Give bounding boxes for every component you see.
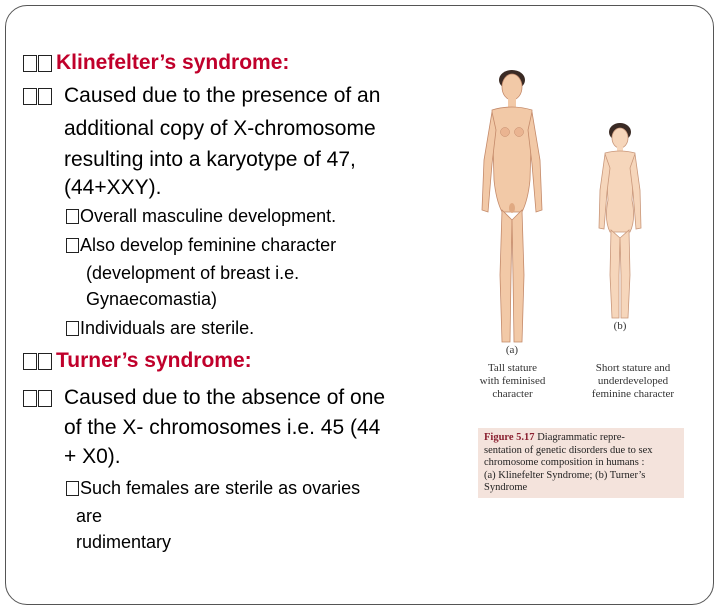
klinefelter-heading: Klinefelter’s syndrome:	[56, 51, 290, 74]
bullet-box-icon	[38, 353, 52, 370]
figure-caption-box: Figure 5.17 Diagrammatic repre- sentation of genetic disorders due to sex chromosome composition in humans : (a) Klinefelter Syndrome; (b) Turner’s Syndrome	[478, 428, 684, 498]
label-a: (a)	[505, 344, 519, 356]
klinefelter-cause-line: additional copy of X-chromosome	[64, 117, 376, 140]
klinefelter-sub-item: Individuals are sterile.	[80, 318, 255, 338]
figure-label: Figure 5.17	[484, 432, 535, 443]
turner-sub-item: are	[76, 506, 103, 526]
bullet-box-icon	[23, 55, 37, 72]
klinefelter-figure	[482, 70, 542, 342]
body-figures-illustration	[470, 60, 710, 360]
label-b: (b)	[613, 320, 627, 332]
bullet-box-icon	[23, 390, 37, 407]
sub-bullet-box-icon	[66, 321, 79, 336]
klinefelter-cause-line: Caused due to the presence of an	[64, 84, 381, 107]
klinefelter-sub-item: Overall masculine development.	[80, 206, 337, 226]
turner-cause-line: Caused due to the absence of one	[64, 386, 386, 409]
turner-heading: Turner’s syndrome:	[56, 349, 252, 372]
turner-sub-item: Such females are sterile as ovaries	[80, 478, 361, 498]
turner-cause-line: of the X- chromosomes i.e. 45 (44	[64, 416, 381, 439]
bullet-box-icon	[38, 390, 52, 407]
caption-a: Tall stature with feminised character	[479, 362, 546, 400]
bullet-box-icon	[38, 55, 52, 72]
bullet-box-icon	[23, 353, 37, 370]
klinefelter-sub-item: Also develop feminine character	[80, 235, 337, 255]
klinefelter-sub-item: (development of breast i.e.	[86, 263, 300, 283]
klinefelter-cause-line: resulting into a karyotype of 47,	[64, 148, 356, 171]
sub-bullet-box-icon	[66, 481, 79, 496]
turner-cause-line: + X0).	[64, 445, 121, 468]
sub-bullet-box-icon	[66, 238, 79, 253]
turner-figure	[599, 123, 641, 318]
turner-sub-item: rudimentary	[76, 532, 172, 552]
klinefelter-sub-item: Gynaecomastia)	[86, 289, 218, 309]
bullet-box-icon	[38, 88, 52, 105]
figure-illustration	[470, 60, 710, 510]
caption-b: Short stature and underdeveloped feminine character	[591, 362, 675, 400]
bullet-box-icon	[23, 88, 37, 105]
klinefelter-cause-line: (44+XXY).	[64, 176, 162, 199]
sub-bullet-box-icon	[66, 209, 79, 224]
